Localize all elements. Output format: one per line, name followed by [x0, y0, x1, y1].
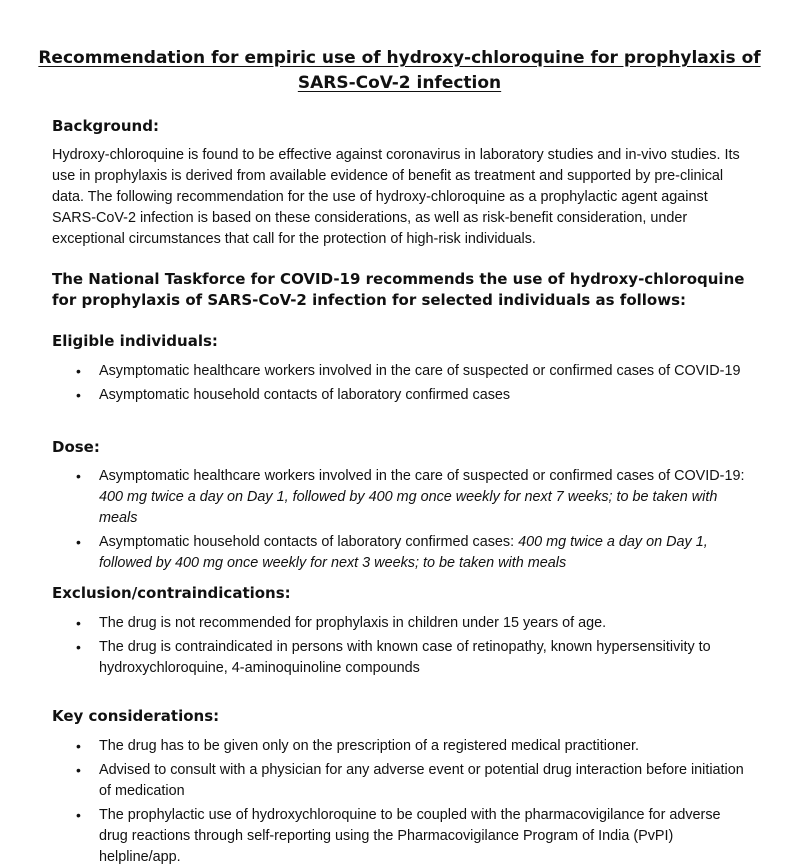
- exclusion-item: • The drug is contraindicated in persons with known case of retinopathy, known hypersensitivity to hydroxychloroquine, 4-aminoquinoline compounds: [52, 637, 752, 679]
- document-title: Recommendation for empiric use of hydroxy-chloroquine for prophylaxis of SARS-CoV-2 infection: [38, 48, 761, 93]
- eligible-item: • Asymptomatic household contacts of laboratory confirmed cases: [52, 385, 752, 406]
- exclusion-heading: Exclusion/contraindications:: [52, 584, 291, 602]
- eligible-list: [52, 361, 752, 406]
- recommendation-statement: The National Taskforce for COVID-19 recommends the use of hydroxy-chloroquine for prophylaxis of SARS-CoV-2 infection for selected individuals as follows:: [52, 270, 745, 309]
- dose-item-lead: Asymptomatic household contacts of laboratory confirmed cases:: [99, 534, 519, 550]
- background-paragraph: Hydroxy-chloroquine is found to be effective against coronavirus in laboratory studies and in-vivo studies. Its use in prophylaxis is derived from available evidence of benefit as treatment and supported by pre-clinical data. The following recommendation for the use of hydroxy-chloroquine as a prophylactic agent against SARS-CoV-2 infection is based on these considerations, as well as risk-benefit consideration, under exceptional circumstances that call for the protection of high-risk individuals.: [52, 147, 740, 247]
- exclusion-list: [52, 613, 752, 679]
- dose-item: [52, 532, 752, 574]
- dose-item-regimen: 400 mg twice a day on Day 1, followed by 400 mg once weekly for next 7 weeks; to be taken with meals: [99, 489, 718, 526]
- dose-item: [52, 466, 752, 529]
- key-consideration-item: • The prophylactic use of hydroxychloroquine to be coupled with the pharmacovigilance for adverse drug reactions through self-reporting using the Pharmacovigilance Program of India (PvPI) helpline/app.: [52, 805, 752, 868]
- key-considerations-heading: Key considerations:: [52, 707, 220, 725]
- eligible-item: • Asymptomatic healthcare workers involved in the care of suspected or confirmed cases of COVID-19: [52, 361, 752, 382]
- dose-list: [52, 466, 752, 574]
- background-heading: Background:: [52, 117, 159, 135]
- eligible-heading: Eligible individuals:: [52, 332, 218, 350]
- key-consideration-item: • The drug has to be given only on the prescription of a registered medical practitioner.: [52, 736, 752, 757]
- key-considerations-list: [52, 736, 752, 868]
- exclusion-item: • The drug is not recommended for prophylaxis in children under 15 years of age.: [52, 613, 752, 634]
- dose-heading: Dose:: [52, 438, 100, 456]
- dose-item-lead: Asymptomatic healthcare workers involved in the care of suspected or confirmed cases of COVID-19:: [99, 468, 745, 484]
- key-consideration-item: • Advised to consult with a physician for any adverse event or potential drug interaction before initiation of medication: [52, 760, 752, 802]
- dose-item-regimen: 400 mg twice a day on Day 1, followed by 400 mg once weekly for next 3 weeks; to be taken with meals: [99, 534, 708, 571]
